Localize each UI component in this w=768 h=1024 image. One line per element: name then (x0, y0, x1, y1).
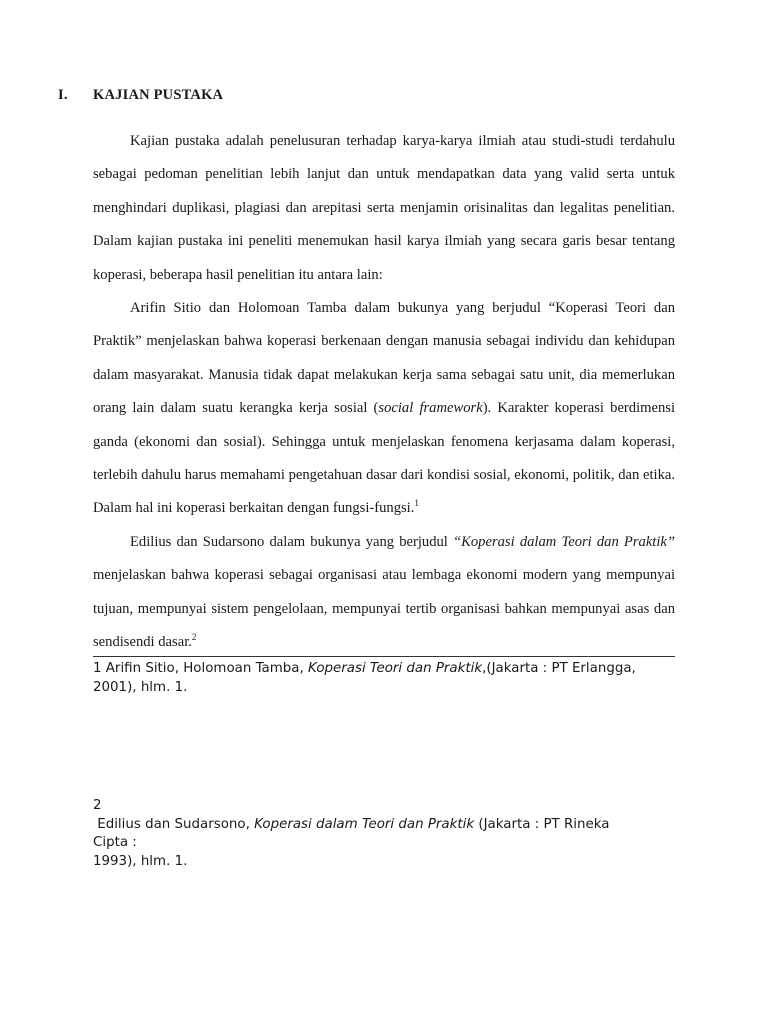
footnote-number: 2 (93, 798, 102, 813)
italic-title: “Koperasi dalam Teori dan Praktik” (453, 533, 675, 550)
paragraph-text: menjelaskan bahwa koperasi sebagai organisasi atau lembaga ekonomi modern yang mempunyai tujuan, mempunyai sistem pengelolaan, mempunyai tertib organisasi bahkan mempunyai asas dan sendisendi dasar. (93, 567, 675, 651)
footnote-publisher: ,(Jakarta : PT Erlangga, (482, 661, 636, 676)
paragraph-text: ). Karakter koperasi berdimensi ganda (ekonomi dan sosial). Sehingga untuk menjelaskan fenomena kerjasama dalam koperasi, terlebih dahulu harus memahami pengetahuan dasar dari kondisi sosial, ekonomi, politik, dan etika. Dalam hal ini koperasi berkaitan dengan fungsi-fungsi. (93, 400, 675, 517)
footnote-divider (93, 656, 675, 657)
footnote-line (93, 660, 683, 679)
section-title: KAJIAN PUSTAKA (93, 87, 224, 103)
paragraph-1 (93, 125, 675, 292)
footnote-publisher: (Jakarta : PT Rineka (474, 816, 610, 832)
paragraph-2 (93, 292, 675, 526)
footnote-ref-1[interactable]: 1 (414, 498, 419, 509)
paragraph-text: Kajian pustaka adalah penelusuran terhadap karya-karya ilmiah atau studi-studi terdahulu sebagai pedoman penelitian lebih lanjut dan untuk mendapatkan data yang valid serta untuk menghindari duplikasi, plagiasi dan arepitasi serta menjamin orisinalitas dan legalitas penelitian. Dalam kajian pustaka ini peneliti menemukan hasil karya ilmiah yang secara garis besar tentang koperasi, beberapa hasil penelitian itu antara lain: (93, 133, 675, 283)
footnote-line: Cipta : (93, 835, 137, 850)
italic-term: social framework (378, 400, 483, 417)
body-text (93, 125, 675, 660)
footnote-1 (93, 660, 683, 697)
footnote-line: 1993), hlm. 1. (93, 853, 188, 869)
paragraph-text: Arifin Sitio dan Holomoan Tamba dalam bukunya yang berjudul “Koperasi Teori dan Praktik” menjelaskan bahwa koperasi berkenaan dengan manusia sebagai individu dan kehidupan dalam masyarakat. Manusia tidak dapat melakukan kerja sama sebagai satu unit, dia memerlukan orang lain dalam suatu kerangka kerja sosial ( (93, 300, 675, 417)
footnote-author: 1 Arifin Sitio, Holomoan Tamba, (93, 661, 309, 676)
footnote-line (93, 816, 683, 835)
footnote-ref-2[interactable]: 2 (191, 632, 197, 643)
footnote-line: 2001), hlm. 1. (93, 679, 188, 695)
footnote-2 (93, 797, 683, 871)
section-heading (58, 87, 223, 104)
footnote-book-title: Koperasi dalam Teori dan Praktik (254, 816, 475, 832)
section-number: I. (58, 87, 68, 103)
paragraph-3 (93, 526, 675, 660)
paragraph-text: Edilius dan Sudarsono dalam bukunya yang berjudul (130, 533, 454, 550)
footnote-book-title: Koperasi Teori dan Praktik (308, 661, 483, 676)
footnote-author: Edilius dan Sudarsono, (93, 816, 255, 832)
